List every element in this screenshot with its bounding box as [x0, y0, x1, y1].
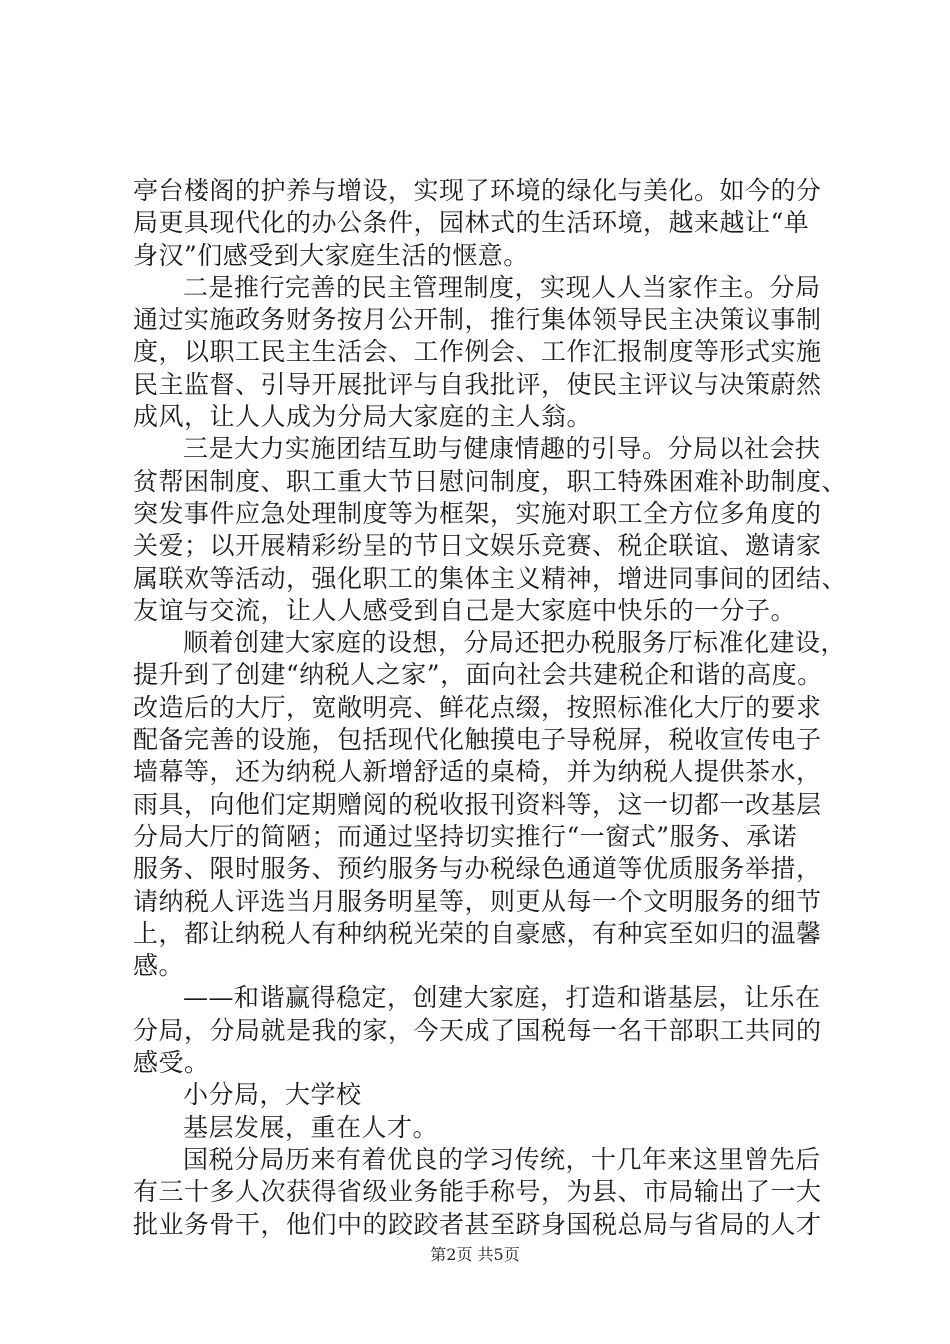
text-line: 改造后的大厅，宽敞明亮、鲜花点缀，按照标准化大厅的要求	[133, 692, 822, 722]
text-line: 有三十多人次获得省级业务能手称号，为县、市局输出了一大	[133, 1177, 822, 1207]
text-line: 亭台楼阁的护养与增设，实现了环境的绿化与美化。如今的分	[133, 176, 822, 205]
page-footer: 第2页 共5页	[430, 1245, 520, 1264]
text-line: 雨具，向他们定期赠阅的税收报刊资料等，这一切都一改基层	[133, 789, 822, 819]
text-line: 基层发展，重在人才。	[183, 1112, 439, 1142]
text-line: 配备完善的设施，包括现代化触摸电子导税屏，税收宣传电子	[133, 725, 822, 755]
text-line: 国税分局历来有着优良的学习传统，十几年来这里曾先后	[183, 1144, 821, 1174]
text-line: 成风，让人人成为分局大家庭的主人翁。	[133, 402, 593, 432]
text-line: 属联欢等活动，强化职工的集体主义精神，增进同事间的团结、	[133, 563, 848, 593]
text-line: 友谊与交流，让人人感受到自己是大家庭中快乐的一分子。	[133, 595, 797, 625]
text-line: 感受。	[133, 1048, 210, 1078]
text-line: 民主监督、引导开展批评与自我批评，使民主评议与决策蔚然	[133, 369, 822, 399]
text-line: 服务、限时服务、预约服务与办税绿色通道等优质服务举措，	[133, 854, 822, 884]
text-line: 感。	[133, 951, 185, 981]
text-line: 二是推行完善的民主管理制度，实现人人当家作主。分局	[183, 272, 821, 302]
text-line: 顺着创建大家庭的设想，分局还把办税服务厅标准化建设，	[183, 628, 847, 658]
text-line: 上，都让纳税人有种纳税光荣的自豪感，有种宾至如归的温馨	[133, 918, 822, 948]
text-line: 身汉”们感受到大家庭生活的惬意。	[133, 240, 529, 270]
text-line: 请纳税人评选当月服务明星等，则更从每一个文明服务的细节	[133, 886, 822, 916]
text-line: 度，以职工民主生活会、工作例会、工作汇报制度等形式实施	[133, 337, 822, 367]
text-line: 局更具现代化的办公条件，园林式的生活环境，越来越让“单	[133, 208, 810, 238]
text-line: 提升到了创建“纳税人之家”，面向社会共建税企和谐的高度。	[133, 660, 823, 690]
text-line: 小分局，大学校	[183, 1080, 362, 1110]
text-line: 三是大力实施团结互助与健康情趣的引导。分局以社会扶	[183, 434, 821, 464]
document-body	[133, 175, 848, 1241]
text-line: ——和谐赢得稳定，创建大家庭，打造和谐基层，让乐在	[183, 983, 821, 1013]
text-line: 贫帮困制度、职工重大节日慰问制度，职工特殊困难补助制度、	[133, 466, 848, 496]
text-line: 突发事件应急处理制度等为框架，实施对职工全方位多角度的	[133, 498, 822, 528]
text-line: 批业务骨干，他们中的跤跤者甚至跻身国税总局与省局的人才	[133, 1209, 822, 1239]
text-line: 分局，分局就是我的家，今天成了国税每一名干部职工共同的	[133, 1015, 822, 1045]
text-line: 分局大厅的简陋；而通过坚持切实推行“一窗式”服务、承诺	[133, 821, 798, 851]
text-line: 墙幕等，还为纳税人新增舒适的桌椅，并为纳税人提供茶水，	[133, 757, 822, 787]
text-line: 关爱；以开展精彩纷呈的节日文娱乐竞赛、税企联谊、邀请家	[133, 531, 822, 561]
text-line: 通过实施政务财务按月公开制，推行集体领导民主决策议事制	[133, 305, 822, 335]
